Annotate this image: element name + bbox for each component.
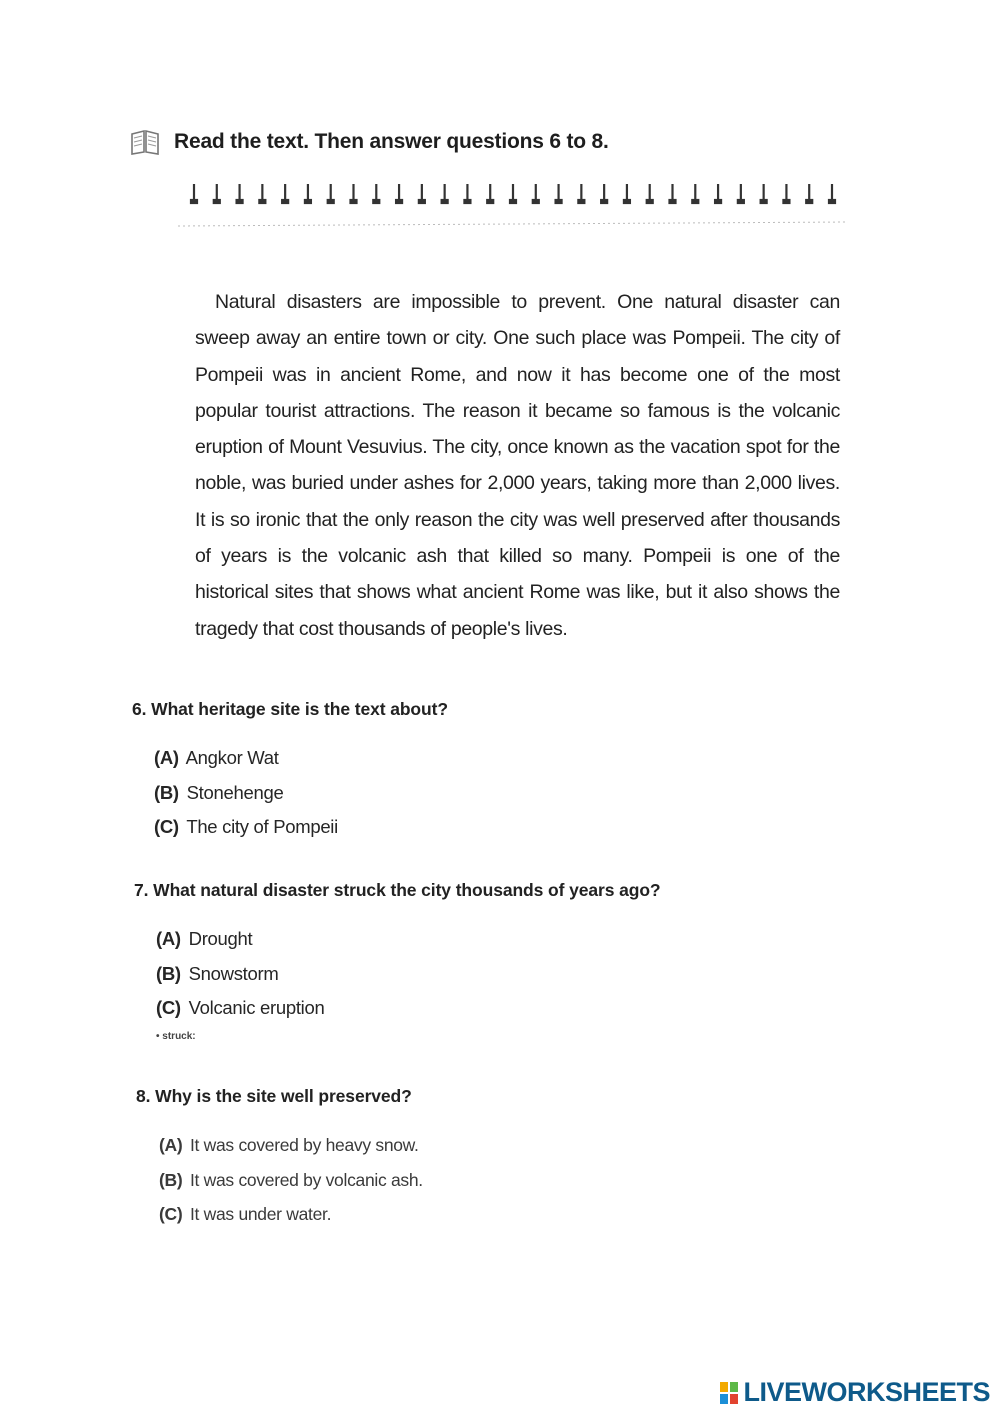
passage-text: Natural disasters are impossible to prevent. One natural disaster can sweep away an entire town or city. One such place was Pompeii. The city of Pompeii was in ancient Rome, and now it has become one of the most popular tourist attractions. The reason it became so famous is the volcanic eruption of Mount Vesuvius. The city, once known as the vacation spot for the noble, was buried under ashes for 2,000 years, taking more than 2,000 lives. It is so ironic that the only reason the city was well preserved after thousands of years is the volcanic ash that killed so many. Pompeii is one of the historical sites that shows what ancient Rome was like, but it also shows the tragedy that cost thousands of people's lives. [195, 291, 840, 640]
option-7a[interactable]: (A) Drought [156, 928, 253, 949]
question-7: 7. What natural disaster struck the city thousands of years ago? [134, 880, 661, 900]
binder-ring [351, 184, 357, 203]
binder-ring [715, 184, 721, 203]
question-7-options [156, 922, 324, 1026]
binder-ring [578, 184, 584, 203]
binder-ring [396, 184, 402, 203]
option-6a[interactable]: (A) Angkor Wat [154, 747, 279, 768]
binder-rings [178, 178, 848, 230]
binder-ring [761, 184, 767, 203]
binder-ring [556, 184, 562, 203]
binder-ring [373, 184, 379, 203]
binder-ring [647, 184, 653, 203]
question-6: 6. What heritage site is the text about? [132, 699, 448, 719]
option-7b[interactable]: (B) Snowstorm [156, 962, 279, 984]
binder-ring [829, 184, 835, 203]
binder-ring [624, 184, 630, 203]
binder-ring [510, 184, 516, 203]
binder-ring [806, 184, 812, 203]
binder-ring [305, 184, 311, 203]
liveworksheets-logo-icon [719, 1381, 739, 1405]
option-8c[interactable]: (C) It was under water. [159, 1204, 332, 1224]
binder-ring [738, 184, 744, 203]
binder-ring [191, 184, 197, 203]
option-6c[interactable]: (C) The city of Pompeii [154, 816, 338, 837]
binder-ring [282, 184, 288, 203]
option-6b[interactable]: (B) Stonehenge [154, 781, 284, 803]
question-6-options [154, 741, 338, 845]
binder-ring [601, 184, 607, 203]
option-8a[interactable]: (A) It was covered by heavy snow. [159, 1135, 419, 1155]
binder-ring [237, 184, 243, 203]
liveworksheets-brand[interactable] [719, 1377, 990, 1408]
binder-ring [214, 184, 220, 203]
instruction-header [130, 128, 609, 156]
liveworksheets-wordmark: LIVEWORKSHEETS [743, 1377, 990, 1407]
binder-ring [259, 184, 265, 203]
binder-ring [442, 184, 448, 203]
binder-ring [419, 184, 425, 203]
binder-ring [328, 184, 334, 203]
binder-ring [783, 184, 789, 203]
binder-ring [692, 184, 698, 203]
vocabulary-footnote: • struck: [156, 1031, 196, 1042]
question-8-options [159, 1128, 423, 1232]
question-8: 8. Why is the site well preserved? [136, 1086, 412, 1106]
binder-ring [464, 184, 470, 203]
instruction-text: Read the text. Then answer questions 6 to 8. [174, 130, 609, 153]
option-8b[interactable]: (B) It was covered by volcanic ash. [159, 1169, 423, 1190]
option-7c[interactable]: (C) Volcanic eruption [156, 997, 325, 1018]
book-icon [130, 128, 160, 156]
binder-ring [533, 184, 539, 203]
binder-ring [487, 184, 493, 203]
binder-ring [670, 184, 676, 203]
reading-passage [195, 284, 840, 647]
